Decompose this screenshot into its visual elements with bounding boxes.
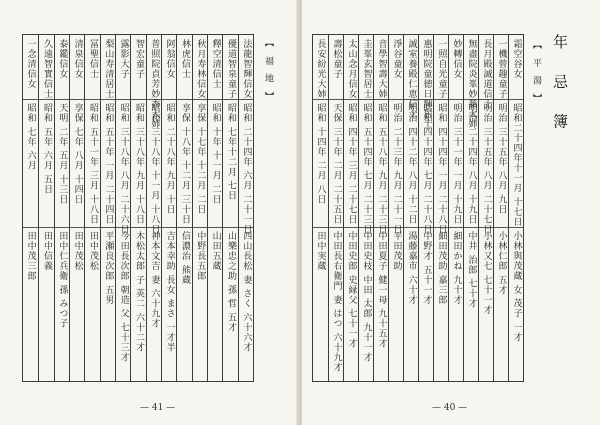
entry-person: 田中仁兵衛 孫 みつ子 (57, 231, 68, 329)
entry-person: 田中茂三郎 (25, 231, 36, 281)
entry-name: 林虎信士 (179, 39, 190, 79)
entry-name: 清泉信女 (72, 39, 83, 79)
register-entry (146, 35, 161, 381)
entry-name: 智宏童子 (133, 39, 144, 79)
entry-person: 中野才 五十一才 (421, 231, 432, 305)
entry-date: 享保 十八年 十二月 三十日 (179, 103, 190, 225)
entry-person: 中井 治郎 七十才 (466, 231, 477, 309)
right-page (302, 0, 600, 425)
entry-date: 昭和 七年 六月 (25, 103, 36, 171)
entry-name: 一機曾趣童子 (496, 39, 507, 99)
right-register-table (312, 34, 524, 382)
register-entry (493, 35, 508, 381)
entry-name: 長月殿誠道信士 (481, 39, 492, 109)
register-entry (433, 35, 448, 381)
entry-date: 昭和 五十八年 九月 二十三日 (376, 103, 387, 235)
entry-name: 長安紛光大姉 (315, 39, 326, 99)
entry-date: 明治 二十三年 九月 二十一日 (391, 103, 402, 235)
entry-date: 昭和 十四年 二月 八日 (315, 103, 326, 205)
entry-person: 中野長五郎 (195, 231, 206, 281)
entry-name: 霜空谷女 (511, 39, 522, 79)
entry-person: 小林仁郎 五才 (496, 231, 507, 295)
register-entry (222, 35, 237, 381)
entry-name: 露影大子 (118, 39, 129, 79)
entry-person: 信濃治 熊蔵 (179, 231, 190, 285)
right-page-number: — 40 — (432, 403, 468, 413)
entry-person: 中田夏子 健一母 九十五才 (376, 231, 387, 349)
entry-date: 明治 三十五年 八月 九日 (496, 103, 507, 215)
entry-name: 無盡院炎峯妙蘂大姉 (466, 39, 477, 129)
register-entry (207, 35, 222, 381)
entry-date: 明治 四十二年 八月 十二日 (406, 103, 417, 225)
entry-person: 細田かね 九十才 (451, 231, 462, 305)
entry-date: 明治 三十一年 一月 十九日 (451, 103, 462, 225)
entry-date: 昭和 五年 六月 五日 (41, 103, 52, 195)
entry-name: 久遠智實信士 (41, 39, 52, 99)
register-entry (328, 35, 343, 381)
register-entry (38, 35, 53, 381)
entry-name: 優道智泉童子 (225, 39, 236, 99)
register-entry (130, 35, 145, 381)
entry-name: 一念清信女 (25, 39, 36, 89)
left-section-heading: 【 福 地 】 (263, 38, 273, 104)
entry-person: 山田五蔵 (210, 231, 221, 271)
entry-person: 山樂忠之助 孫 哲 五才 (225, 231, 236, 333)
register-entry (84, 35, 99, 381)
entry-person: 木松太郎 子 英二 六十二才 (133, 231, 144, 353)
register-entry (463, 35, 478, 381)
entry-person: 田中信義 (41, 231, 52, 271)
entry-person: 中田史郎 史縁父 七十一才 (346, 231, 357, 349)
left-page-number: — 41 — (140, 403, 176, 413)
entry-person: 平瀬良次郎 五男 (103, 231, 114, 305)
entry-person: 小林與茂蔵 女 茂子 一才 (511, 231, 522, 343)
entry-date: 昭和 十年 十一月 二日 (210, 103, 221, 205)
entry-date: 昭和二十四年十一月 十七日 (511, 103, 522, 227)
entry-name: 秋月寿林信女 (195, 39, 206, 99)
register-entry (69, 35, 84, 381)
entry-person: 中田長右衛門 妻 はつ 六十九才 (331, 231, 342, 373)
entry-person: 平田茂助 (391, 231, 402, 271)
entry-name: 普照院貞芳妙香大姉 (149, 39, 160, 129)
entry-name: 惠明院童徳日輝居士 (421, 39, 432, 129)
entry-name: 淨谷童女 (391, 39, 402, 79)
entry-person: 細田茂助 嘉三郎 (436, 231, 447, 305)
register-entry (176, 35, 191, 381)
register-entry (373, 35, 388, 381)
entry-name: 法龍智輝信女 (241, 39, 252, 99)
entry-date: 昭和 四十四年 一月 二十八日 (436, 103, 447, 235)
register-entry (23, 35, 38, 381)
entry-name: 誠室養殿仁恵信士 (406, 39, 417, 119)
entry-date: 昭和 二十四年 六月 二十一日 (241, 103, 252, 235)
register-entry (238, 35, 253, 381)
entry-person: 湯藤嘉市 六十才 (406, 231, 417, 305)
register-entry (54, 35, 69, 381)
register-entry (313, 35, 328, 381)
entry-date: 享保 十七年 十二月 二日 (195, 103, 206, 215)
entry-date: 昭和 五十一年 三月 十八日 (87, 103, 98, 225)
entry-date: 昭和 七年十二月 七日 (225, 103, 236, 201)
register-entry (115, 35, 130, 381)
left-register-table (22, 34, 254, 382)
entry-date: 明治 二十四年 八月 十九日 (466, 103, 477, 225)
entry-date: 昭和 四十四年 七月 二十八日 (421, 103, 432, 235)
entry-name: 阿翁信女 (164, 39, 175, 79)
right-section-heading: 【 平 湯 】 (531, 40, 541, 106)
entry-date: 天保 三十年 二月 二十五日 (331, 103, 342, 225)
entry-name: 冨聖信士 (87, 39, 98, 79)
register-title: 年 忌 簿 (551, 34, 569, 139)
register-entry (403, 35, 418, 381)
register-entry (358, 35, 373, 381)
register-entry (192, 35, 207, 381)
register-entry (388, 35, 403, 381)
entry-name: 音學智壽大姉 (376, 39, 387, 99)
entry-date: 昭和 四十年 三月 二十七日 (346, 103, 357, 225)
entry-date: 明治 三十五年 八月 二十七日 (481, 103, 492, 235)
entry-date: 昭和 五十四年 七月 二十三日 (361, 103, 372, 235)
entry-name: 壽松童子 (331, 39, 342, 79)
register-entry (343, 35, 358, 381)
entry-date: 天明 二年 五月 十三日 (57, 103, 68, 205)
entry-date: 享保 七年 八月 十四日 (72, 103, 83, 205)
entry-person: 田中茂松 (72, 231, 83, 271)
entry-person: 今田長次郎 朝造 父 七十三才 (118, 231, 129, 363)
entry-name: 一照自光童子 (436, 39, 447, 99)
register-entry (418, 35, 433, 381)
entry-name: 釋空清信士 (210, 39, 221, 89)
entry-name: 圭峯玄智居士 (361, 39, 372, 99)
entry-name: 妙轉信女 (451, 39, 462, 79)
entry-date: 昭和 三十八年 八月 二十六日 (118, 103, 129, 235)
register-entry (478, 35, 493, 381)
register-entry (161, 35, 176, 381)
entry-person: 吉本幸助 長女 まさ 一才半 (164, 231, 175, 353)
entry-date: 昭和 三十八年 十一月 十八日 (149, 103, 160, 235)
entry-person: 神本文吉 妻 六十九才 (149, 231, 160, 329)
entry-person: 田中実蔵 (315, 231, 326, 271)
register-entry (100, 35, 115, 381)
entry-person: 中田史枝 中田 太郎 九十一才 (361, 231, 372, 363)
entry-person: 西山長松 妻 さく 六十六才 (241, 231, 252, 353)
entry-date: 昭和 五十年 一月 二十四日 (103, 103, 114, 225)
entry-person: 小林又七 七十一才 (481, 231, 492, 315)
entry-person: 田中茂松 (87, 231, 98, 271)
entry-date: 昭和 二十八年 九月 十日 (164, 103, 175, 215)
left-page (0, 0, 298, 425)
register-entry (448, 35, 463, 381)
entry-name: 太山念月信女 (346, 39, 357, 99)
entry-name: 梨山寿清居士 (103, 39, 114, 99)
entry-name: 泰鑑信女 (57, 39, 68, 79)
register-entry (508, 35, 523, 381)
entry-date: 昭和 三十八年 九月 十八日 (133, 103, 144, 225)
